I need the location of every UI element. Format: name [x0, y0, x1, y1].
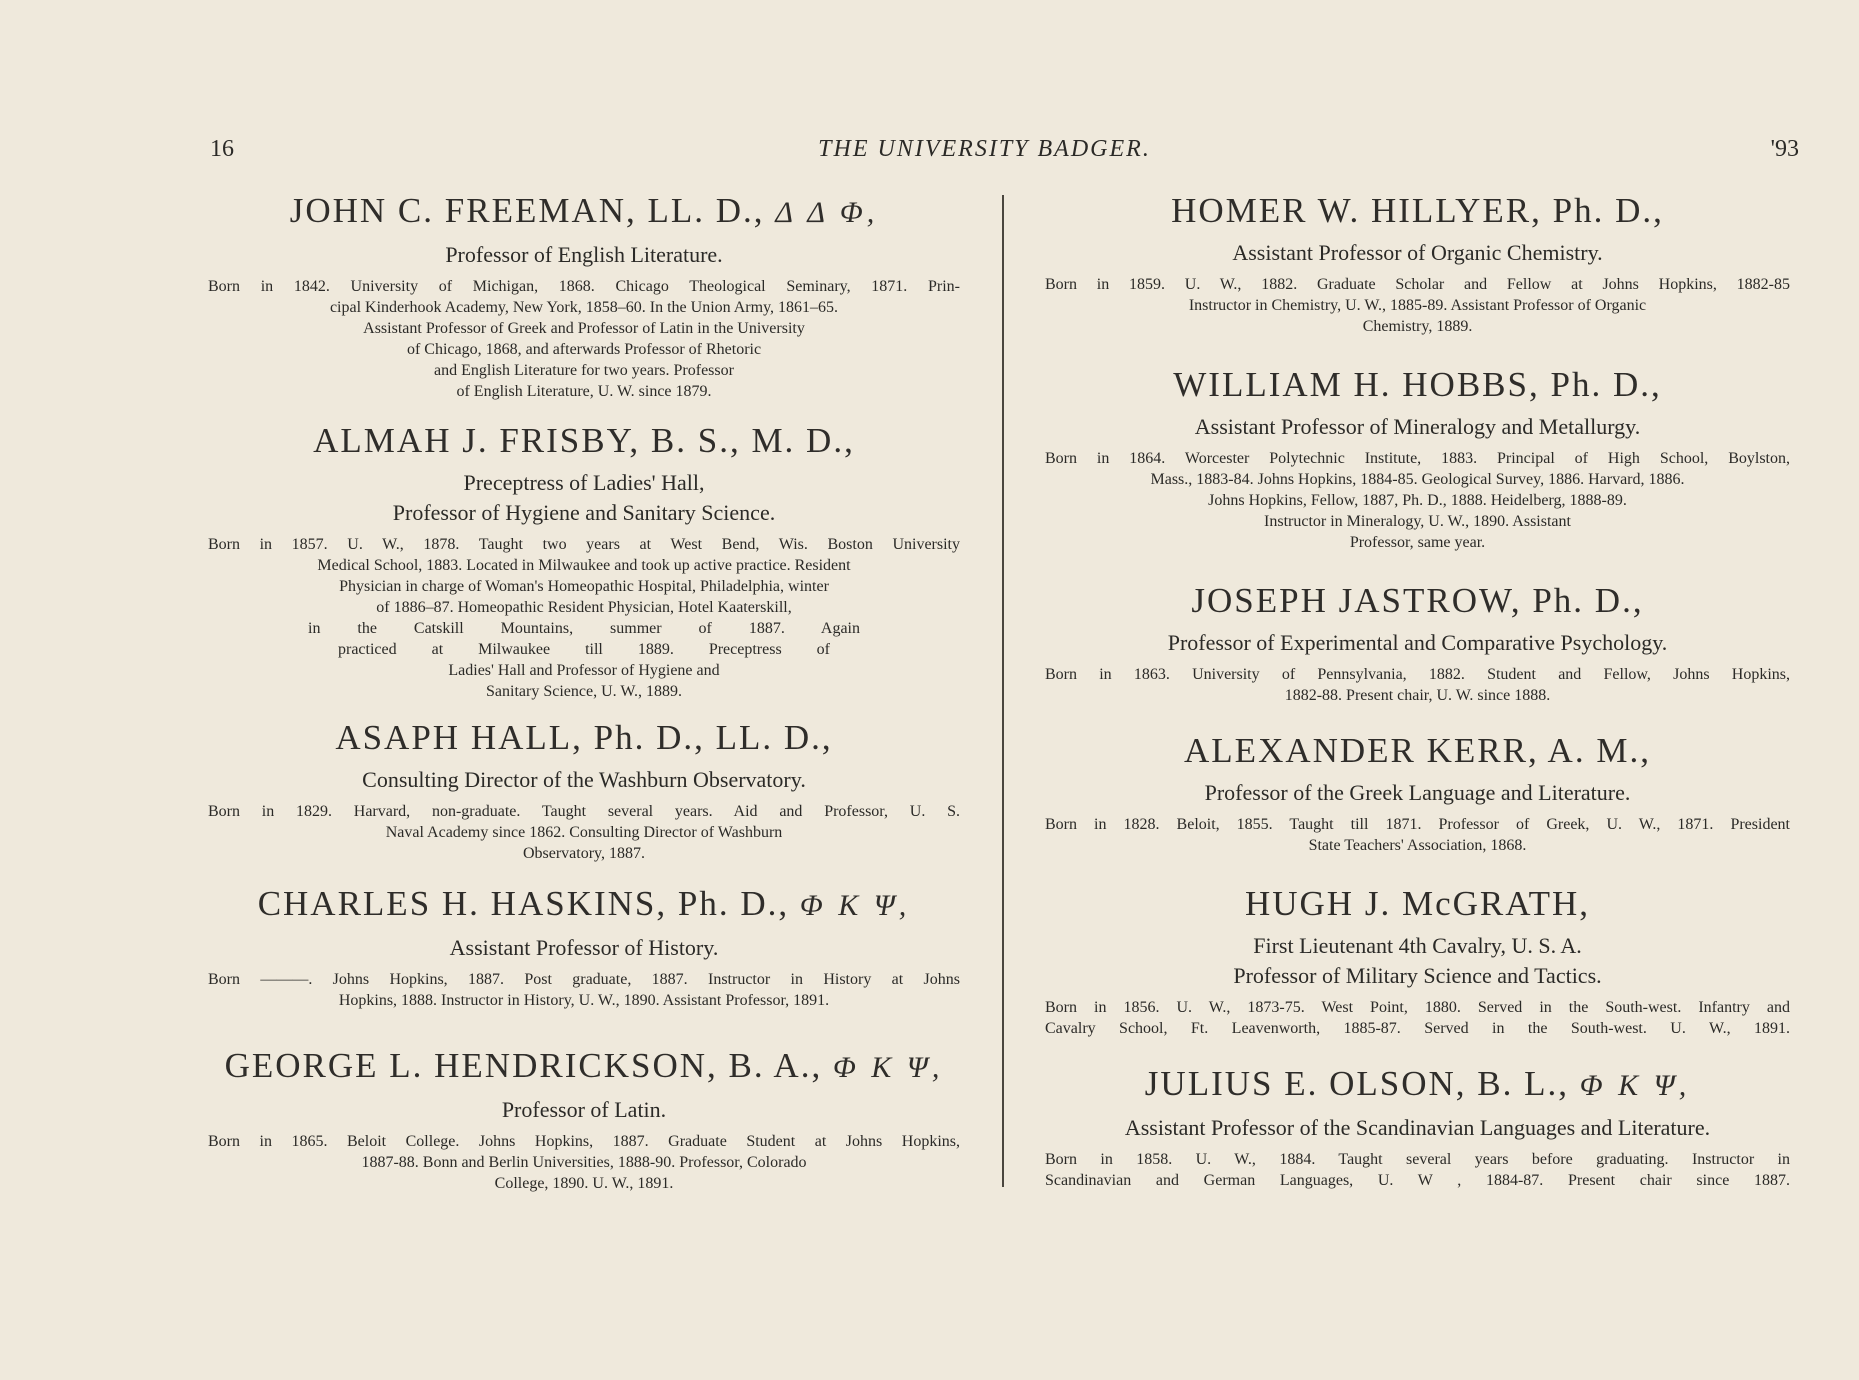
faculty-name	[1045, 1063, 1790, 1107]
biography-line: Born in 1842. University of Michigan, 1868. Chicago Theological Seminary, 1871. Prin-	[208, 278, 960, 295]
biography-line: Physician in charge of Woman's Homeopathic Hospital, Philadelphia, winter	[339, 578, 829, 595]
biography-line: Medical School, 1883. Located in Milwaukee and took up active practice. Resident	[317, 557, 851, 574]
biography-line: Instructor in Mineralogy, U. W., 1890. Assistant	[1264, 513, 1571, 530]
faculty-name-text: CHARLES H. HASKINS, Ph. D.,	[257, 884, 790, 923]
faculty-name-text: JOHN C. FREEMAN, LL. D.,	[289, 191, 765, 230]
faculty-title: Consulting Director of the Washburn Observatory.	[362, 767, 806, 792]
biography-line: Ladies' Hall and Professor of Hygiene and	[448, 662, 720, 679]
biography-line: Naval Academy since 1862. Consulting Director of Washburn	[385, 824, 783, 841]
biography-line: Born in 1865. Beloit College. Johns Hopkins, 1887. Graduate Student at Johns Hopkins,	[208, 1133, 960, 1150]
biography-line: Observatory, 1887.	[522, 845, 646, 862]
faculty-biography	[1045, 274, 1790, 337]
faculty-title: Assistant Professor of Organic Chemistry.	[1232, 240, 1603, 265]
biography-line: College, 1890. U. W., 1891.	[494, 1175, 674, 1192]
faculty-name	[208, 883, 960, 927]
faculty-name	[1045, 190, 1790, 232]
biography-line: Born ———. Johns Hopkins, 1887. Post graduate, 1887. Instructor in History at Johns	[208, 971, 960, 988]
faculty-name-text: ALMAH J. FRISBY, B. S., M. D.,	[313, 421, 855, 460]
faculty-title: Professor of the Greek Language and Literature.	[1204, 780, 1631, 805]
biography-line: practiced at Milwaukee till 1889. Preceptress of	[338, 641, 830, 658]
faculty-entry	[208, 420, 960, 702]
fraternity-letters: Φ Κ Ψ,	[799, 889, 911, 922]
faculty-name	[208, 420, 960, 462]
biography-line: cipal Kinderhook Academy, New York, 1858–60. In the Union Army, 1861–65.	[329, 299, 839, 316]
faculty-name-text: ALEXANDER KERR, A. M.,	[1184, 731, 1651, 770]
faculty-biography	[1045, 448, 1790, 553]
faculty-entry	[1045, 730, 1790, 856]
biography-line: Sanitary Science, U. W., 1889.	[486, 683, 682, 700]
faculty-title: Assistant Professor of History.	[449, 935, 719, 960]
faculty-name-text: ASAPH HALL, Ph. D., LL. D.,	[335, 718, 833, 757]
faculty-entry	[208, 190, 960, 402]
faculty-biography	[1045, 814, 1790, 856]
biography-line: Born in 1863. University of Pennsylvania, 1882. Student and Fellow, Johns Hopkins,	[1045, 666, 1790, 683]
faculty-entry	[1045, 1063, 1790, 1191]
biography-line: Hopkins, 1888. Instructor in History, U. W., 1890. Assistant Professor, 1891.	[338, 992, 830, 1009]
faculty-biography	[1045, 997, 1790, 1039]
biography-line: of English Literature, U. W. since 1879.	[456, 383, 712, 400]
faculty-title: Professor of Experimental and Comparative Psychology.	[1167, 630, 1668, 655]
fraternity-letters: Φ Κ Ψ,	[1579, 1069, 1691, 1102]
biography-line: Professor, same year.	[1349, 534, 1486, 551]
biography-line: in the Catskill Mountains, summer of 1887. Again	[308, 620, 860, 637]
faculty-title: Professor of Military Science and Tactics.	[1233, 963, 1602, 988]
biography-line: Born in 1857. U. W., 1878. Taught two years at West Bend, Wis. Boston University	[208, 536, 960, 553]
faculty-name	[1045, 883, 1790, 925]
faculty-biography	[208, 969, 960, 1011]
faculty-biography	[208, 276, 960, 402]
faculty-name	[1045, 730, 1790, 772]
faculty-title: Professor of Hygiene and Sanitary Science.	[392, 500, 776, 525]
biography-line: Born in 1829. Harvard, non-graduate. Taught several years. Aid and Professor, U. S.	[208, 803, 960, 820]
faculty-name	[208, 717, 960, 759]
faculty-entry	[208, 717, 960, 864]
biography-line: of 1886–87. Homeopathic Resident Physician, Hotel Kaaterskill,	[376, 599, 792, 616]
biography-line: Born in 1858. U. W., 1884. Taught several years before graduating. Instructor in	[1045, 1151, 1790, 1168]
faculty-entry	[1045, 190, 1790, 337]
year-mark: '93	[1770, 136, 1799, 162]
journal-title: THE UNIVERSITY BADGER.	[818, 136, 1151, 162]
faculty-entry	[208, 1045, 960, 1194]
biography-line: Born in 1859. U. W., 1882. Graduate Scholar and Fellow at Johns Hopkins, 1882-85	[1045, 276, 1790, 293]
faculty-name	[208, 190, 960, 234]
biography-line: Assistant Professor of Greek and Professor of Latin in the University	[363, 320, 805, 337]
faculty-biography	[208, 801, 960, 864]
fraternity-letters: Δ Δ Φ,	[775, 196, 879, 229]
biography-line: Johns Hopkins, Fellow, 1887, Ph. D., 1888. Heidelberg, 1888-89.	[1208, 492, 1627, 509]
faculty-name-text: HUGH J. McGRATH,	[1244, 884, 1591, 923]
biography-line: 1887-88. Bonn and Berlin Universities, 1888-90. Professor, Colorado	[361, 1154, 807, 1171]
biography-line: Cavalry School, Ft. Leavenworth, 1885-87. Served in the South-west. U. W., 1891.	[1045, 1020, 1790, 1037]
biography-line: Instructor in Chemistry, U. W., 1885-89. Assistant Professor of Organic	[1188, 297, 1647, 314]
faculty-name	[208, 1045, 960, 1089]
biography-line: and English Literature for two years. Professor	[434, 362, 734, 379]
faculty-name-text: GEORGE L. HENDRICKSON, B. A.,	[224, 1046, 823, 1085]
faculty-biography	[1045, 664, 1790, 706]
biography-line: Mass., 1883-84. Johns Hopkins, 1884-85. Geological Survey, 1886. Harvard, 1886.	[1150, 471, 1685, 488]
running-head	[210, 136, 1799, 170]
biography-line: Born in 1864. Worcester Polytechnic Institute, 1883. Principal of High School, Boylston,	[1045, 450, 1790, 467]
faculty-name-text: JULIUS E. OLSON, B. L.,	[1144, 1064, 1569, 1103]
faculty-title: Professor of English Literature.	[445, 242, 723, 267]
faculty-title: Preceptress of Ladies' Hall,	[463, 470, 705, 495]
faculty-title: Professor of Latin.	[501, 1097, 667, 1122]
column-divider	[1002, 195, 1004, 1187]
page-number: 16	[210, 136, 234, 162]
faculty-name-text: WILLIAM H. HOBBS, Ph. D.,	[1173, 365, 1662, 404]
biography-line: Chemistry, 1889.	[1362, 318, 1473, 335]
faculty-entry	[208, 883, 960, 1011]
biography-line: Scandinavian and German Languages, U. W , 1884-87. Present chair since 1887.	[1045, 1172, 1790, 1189]
biography-line: State Teachers' Association, 1868.	[1308, 837, 1527, 854]
faculty-biography	[208, 534, 960, 702]
faculty-name-text: JOSEPH JASTROW, Ph. D.,	[1191, 581, 1644, 620]
faculty-title: Assistant Professor of Mineralogy and Metallurgy.	[1194, 414, 1641, 439]
biography-line: of Chicago, 1868, and afterwards Professor of Rhetoric	[406, 341, 762, 358]
faculty-name	[1045, 580, 1790, 622]
biography-line: Born in 1856. U. W., 1873-75. West Point, 1880. Served in the South-west. Infantry and	[1045, 999, 1790, 1016]
faculty-biography	[1045, 1149, 1790, 1191]
biography-line: 1882-88. Present chair, U. W. since 1888.	[1284, 687, 1551, 704]
faculty-entry	[1045, 883, 1790, 1039]
biography-line: Born in 1828. Beloit, 1855. Taught till 1871. Professor of Greek, U. W., 1871. President	[1045, 816, 1790, 833]
faculty-entry	[1045, 580, 1790, 706]
faculty-name	[1045, 364, 1790, 406]
faculty-name-text: HOMER W. HILLYER, Ph. D.,	[1171, 191, 1664, 230]
fraternity-letters: Φ Κ Ψ,	[832, 1051, 944, 1084]
faculty-biography	[208, 1131, 960, 1194]
faculty-entry	[1045, 364, 1790, 553]
faculty-title: Assistant Professor of the Scandinavian Languages and Literature.	[1124, 1115, 1711, 1140]
faculty-title: First Lieutenant 4th Cavalry, U. S. A.	[1253, 933, 1582, 958]
